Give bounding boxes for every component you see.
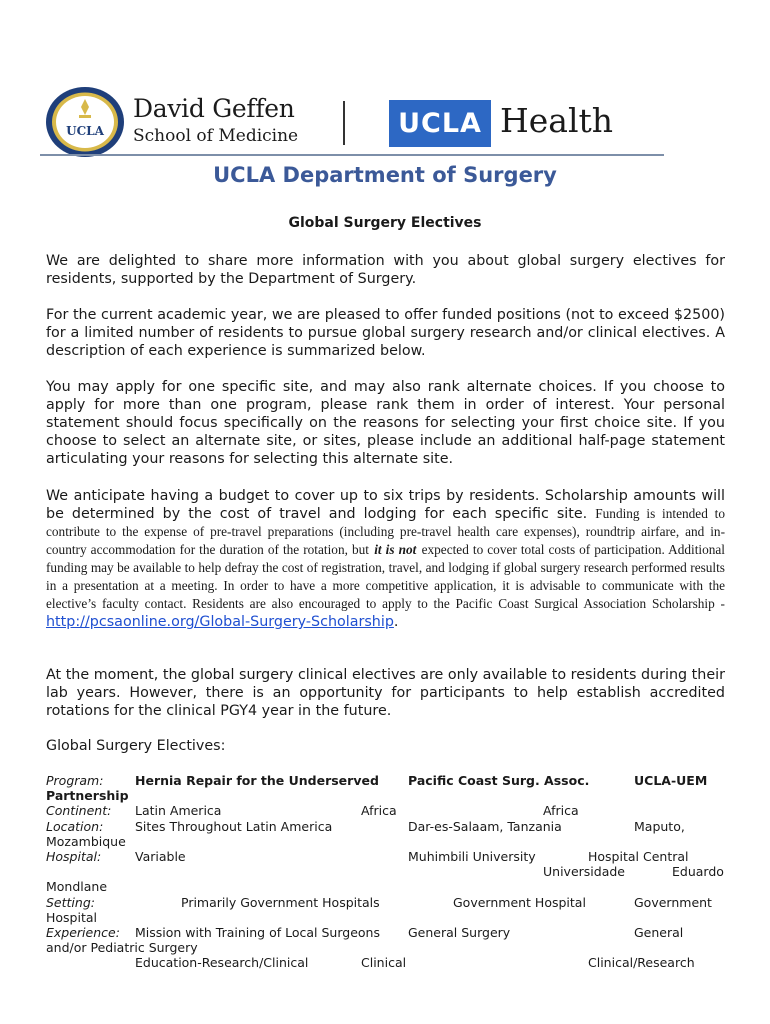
focus-ucla-uem: Clinical/Research: [588, 955, 695, 970]
seal-text: UCLA: [66, 124, 104, 138]
experience-hernia: Mission with Training of Local Surgeons: [135, 925, 380, 940]
location-hernia: Sites Throughout Latin America: [135, 819, 333, 834]
electives-heading: Global Surgery Electives:: [46, 738, 226, 754]
program-pcsa: Pacific Coast Surg. Assoc.: [408, 773, 590, 788]
continent-pcsa: Africa: [361, 803, 397, 818]
continent-hernia: Latin America: [135, 803, 222, 818]
health-logo-text: Health: [500, 101, 614, 140]
setting-pcsa: Government Hospital: [453, 895, 586, 910]
hospital-hernia: Variable: [135, 849, 186, 864]
setting-ucla-uem-line2: Hospital: [46, 910, 98, 925]
paragraph-application: You may apply for one specific site, and may also rank alternate choices. If you choose to apply for more than one program, please rank them in order of interest. Your personal statement should focus specifically on the reasons for selecting your first choice site. If you choose to select an alternate site, or sites, please include an additional half-page statement articulating your reasons for selecting this alternate site.: [46, 379, 725, 467]
setting-ucla-uem: Government: [634, 895, 712, 910]
location-ucla-uem: Maputo,: [634, 819, 685, 834]
budget-emphasis: it is not: [374, 542, 417, 557]
focus-hernia: Education-Research/Clinical: [135, 955, 309, 970]
program-partnership: Partnership: [46, 788, 129, 803]
label-location: Location:: [46, 819, 104, 834]
program-ucla-uem: UCLA-UEM: [634, 773, 708, 788]
budget-text-a: We anticipate having a budget to cover up to six trips by residents. Scholarship amounts will be determined by the cost of travel and lodging for each specific site.: [46, 488, 725, 522]
label-setting: Setting:: [46, 895, 95, 910]
document-subtitle: Global Surgery Electives: [288, 215, 482, 231]
ucla-seal-logo: [44, 85, 126, 159]
paragraph-funding: For the current academic year, we are pleased to offer funded positions (not to exceed $2500) for a limited number of residents to pursue global surgery research and/or clinical electives. A description of each experience is summarized below.: [46, 307, 725, 359]
department-title: UCLA Department of Surgery: [213, 163, 557, 187]
hospital-ucla-uem-line2: Universidade: [543, 864, 625, 879]
scholarship-link[interactable]: http://pcsaonline.org/Global-Surgery-Scholarship: [46, 614, 394, 630]
school-name: David Geffen: [133, 94, 295, 123]
paragraph-budget: [46, 487, 725, 631]
budget-text-b: Funding is intended to contribute to the expense of pre-travel preparations (including pre-travel health care expenses), roundtrip airfare, and in-country accommodation for the duration of the rotation, but: [46, 506, 725, 557]
header-separator: [343, 101, 345, 145]
program-hernia: Hernia Repair for the Underserved: [135, 773, 379, 788]
hospital-ucla-uem-line2b: Eduardo: [672, 864, 724, 879]
experience-ucla-uem: General: [634, 925, 684, 940]
label-program: Program:: [46, 773, 104, 788]
hospital-pcsa: Muhimbili University: [408, 849, 536, 864]
school-subtitle: School of Medicine: [133, 126, 299, 146]
budget-text-c: expected to cover total costs of participation. Additional funding may be available to help defray the cost of registration, travel, and lodging if global surgery research performed results in a presentation at a meeting. In order to have a more competitive application, it is advisable to communicate with the elective’s faculty contact. Residents are also encouraged to apply to the Pacific Coast Surgical Association Scholarship -: [46, 542, 725, 611]
label-hospital: Hospital:: [46, 849, 102, 864]
experience-pcsa: General Surgery: [408, 925, 511, 940]
budget-end: .: [393, 614, 399, 630]
hospital-ucla-uem-line3: Mondlane: [46, 879, 108, 894]
hospital-ucla-uem: Hospital Central: [588, 849, 689, 864]
location-ucla-uem-country: Mozambique: [46, 834, 126, 849]
label-experience: Experience:: [46, 925, 120, 940]
paragraph-availability: At the moment, the global surgery clinical electives are only available to residents during their lab years. However, there is an opportunity for participants to help establish accredited rotations for the clinical PGY4 year in the future.: [46, 667, 725, 719]
focus-pcsa: Clinical: [361, 955, 407, 970]
header-rule: [40, 154, 664, 156]
paragraph-intro: We are delighted to share more information with you about global surgery electives for residents, supported by the Department of Surgery.: [46, 253, 725, 287]
label-continent: Continent:: [46, 803, 112, 818]
location-pcsa: Dar-es-Salaam, Tanzania: [408, 819, 562, 834]
continent-ucla-uem: Africa: [543, 803, 579, 818]
ucla-logo-box: UCLA: [389, 100, 491, 147]
experience-ucla-uem-line2: and/or Pediatric Surgery: [46, 940, 198, 955]
setting-hernia: Primarily Government Hospitals: [181, 895, 380, 910]
